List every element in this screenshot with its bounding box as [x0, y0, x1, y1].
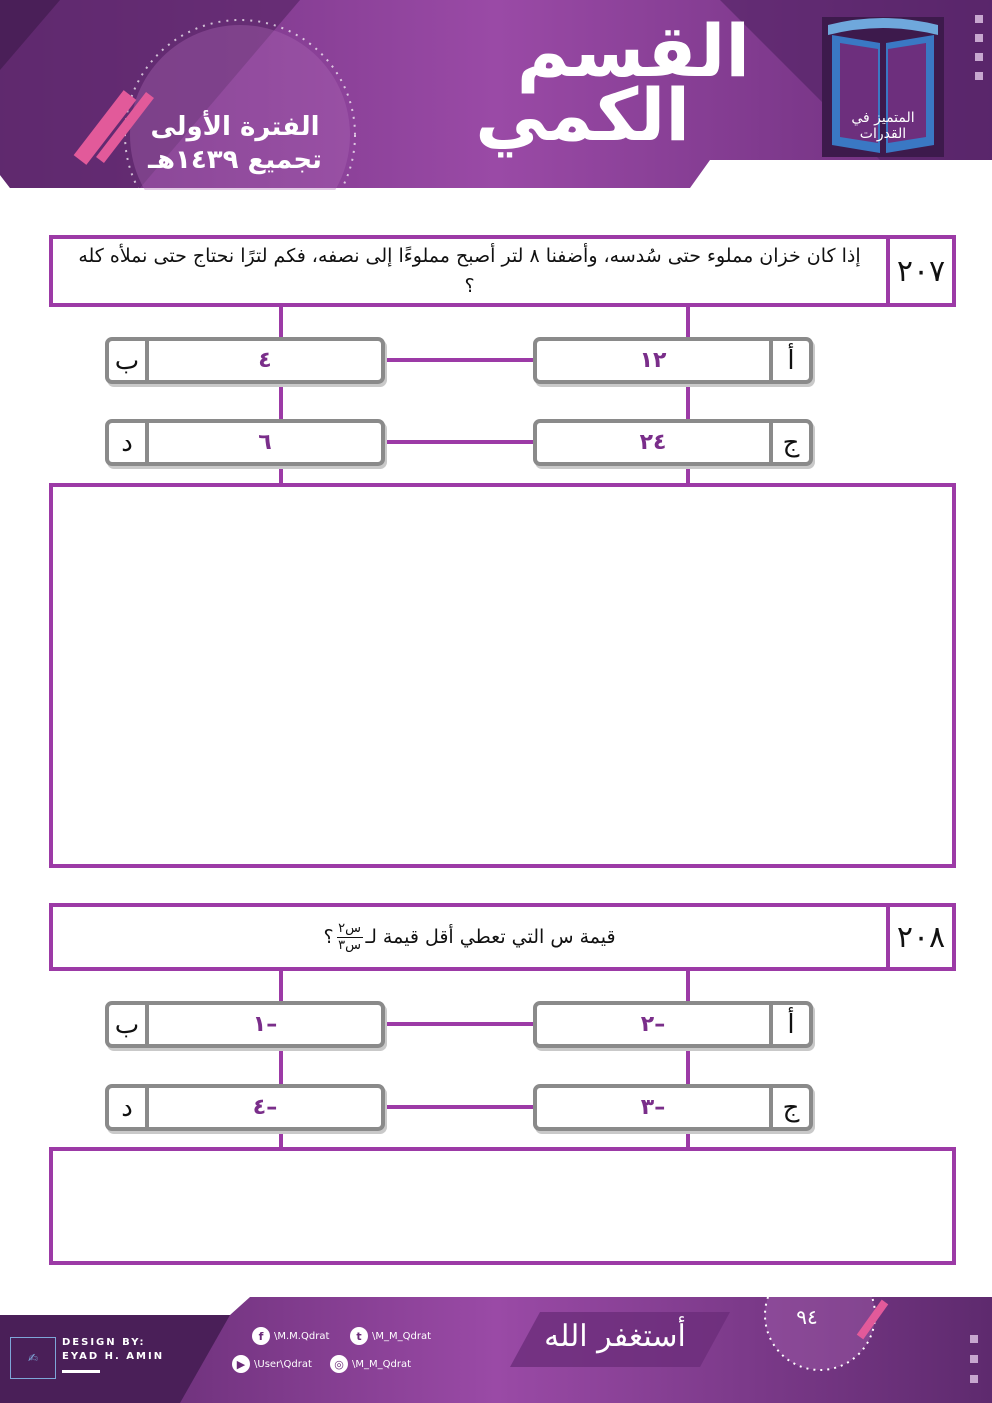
youtube-handle: \User\Qdrat: [254, 1358, 312, 1370]
header-title-line2: الكمي: [475, 73, 690, 157]
header-period: الفترة الأولى: [150, 112, 320, 142]
option-value: ٢–: [640, 1012, 666, 1037]
page-number: ٩٤: [796, 1305, 818, 1329]
header-title-line1: القسم: [516, 9, 750, 93]
question-208-text: [53, 907, 886, 967]
option-letter: ج: [769, 423, 809, 462]
footer-underline: [62, 1370, 100, 1373]
question-207-text: إذا كان خزان مملوء حتى سُدسه، وأضفنا ٨ لتر أصبح مملوءًا إلى نصفه، فكم لترًا نحتاج حتى نملأه كله ؟: [78, 245, 861, 297]
option-value: ٤: [258, 348, 272, 373]
footer-dots: [970, 1335, 978, 1401]
connector: [384, 440, 534, 444]
connector: [384, 1022, 534, 1026]
footer-design-by: DESIGN BY:: [62, 1337, 146, 1348]
twitter-icon: t: [350, 1327, 368, 1345]
option-b-208[interactable]: [105, 1001, 385, 1048]
question-207-number: ٢٠٧: [886, 239, 952, 303]
option-value: ٣–: [640, 1095, 666, 1120]
twitter-handle: \M_M_Qdrat: [372, 1330, 432, 1342]
option-b-207[interactable]: [105, 337, 385, 384]
option-value: ٤–: [252, 1095, 278, 1120]
option-letter: د: [109, 1088, 149, 1127]
question-208-text-after: ؟: [323, 926, 334, 948]
option-a-207[interactable]: [533, 337, 813, 384]
option-letter: ب: [109, 341, 149, 380]
instagram-link[interactable]: [330, 1355, 411, 1373]
option-value: ٢٤: [639, 430, 667, 455]
page-header: [0, 0, 992, 190]
option-value: ٦: [258, 430, 272, 455]
youtube-icon: ▶: [232, 1355, 250, 1373]
header-collection: تجميع ١٤٣٩هـ: [148, 145, 322, 175]
question-208-text-before: قيمة س التي تعطي أقل قيمة لـ: [365, 926, 616, 948]
answer-workspace-208[interactable]: [49, 1147, 956, 1265]
option-letter: ج: [769, 1088, 809, 1127]
page-footer: [0, 1297, 992, 1403]
option-c-208[interactable]: [533, 1084, 813, 1131]
fraction-denominator: س٣: [338, 937, 361, 953]
option-c-207[interactable]: [533, 419, 813, 466]
connector: [384, 358, 534, 362]
option-value: ١–: [252, 1012, 278, 1037]
header-dots: [975, 15, 983, 95]
instagram-icon: ◎: [330, 1355, 348, 1373]
fraction: [337, 922, 363, 953]
question-208-number: ٢٠٨: [886, 907, 952, 967]
logo: [818, 15, 948, 160]
option-letter: أ: [769, 1005, 809, 1044]
option-letter: د: [109, 423, 149, 462]
logo-text: المتميز في القدرات: [851, 110, 915, 142]
instagram-handle: \M_M_Qdrat: [352, 1358, 412, 1370]
footer-designer: EYAD H. AMIN: [62, 1351, 165, 1362]
facebook-link[interactable]: [252, 1327, 329, 1345]
option-d-208[interactable]: [105, 1084, 385, 1131]
question-208-box: [49, 903, 956, 971]
option-d-207[interactable]: [105, 419, 385, 466]
option-a-208[interactable]: [533, 1001, 813, 1048]
twitter-link[interactable]: [350, 1327, 431, 1345]
option-letter: أ: [769, 341, 809, 380]
footer-background: [0, 1297, 992, 1403]
signature-logo-icon: ✍: [10, 1337, 56, 1379]
facebook-icon: f: [252, 1327, 270, 1345]
connector: [384, 1105, 534, 1109]
option-value: ١٢: [639, 348, 667, 373]
question-207-box: [49, 235, 956, 307]
option-letter: ب: [109, 1005, 149, 1044]
fraction-numerator: س٢: [338, 920, 361, 936]
answer-workspace-207[interactable]: [49, 483, 956, 868]
facebook-handle: \M.M.Qdrat: [274, 1330, 330, 1342]
youtube-link[interactable]: [232, 1355, 312, 1373]
calligraphy-text: أستغفر الله: [544, 1319, 686, 1354]
